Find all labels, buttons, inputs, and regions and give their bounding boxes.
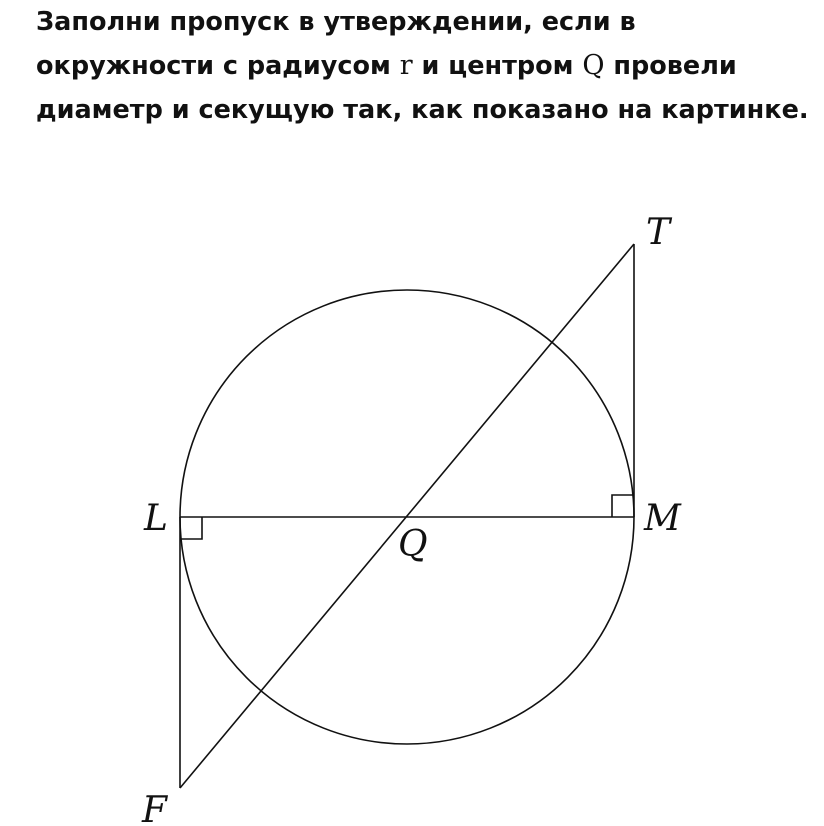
problem-text-part-3: провели диаметр и секущую так, как показано на картинке.: [36, 51, 809, 125]
right-angle-mark-m: [612, 495, 634, 517]
center-symbol: Q: [582, 50, 605, 81]
label-t: T: [646, 212, 671, 253]
label-q: Q: [398, 524, 428, 565]
right-angle-mark-l: [180, 517, 202, 539]
label-m: M: [644, 498, 681, 539]
label-f: F: [142, 790, 167, 826]
label-l: L: [144, 498, 168, 539]
problem-text-part-1: Заполни пропуск в утверждении, если в окружности с радиусом: [36, 7, 636, 81]
secant-ft: [180, 244, 634, 788]
radius-symbol: r: [399, 50, 413, 81]
problem-text-part-2: и центром: [412, 51, 583, 81]
